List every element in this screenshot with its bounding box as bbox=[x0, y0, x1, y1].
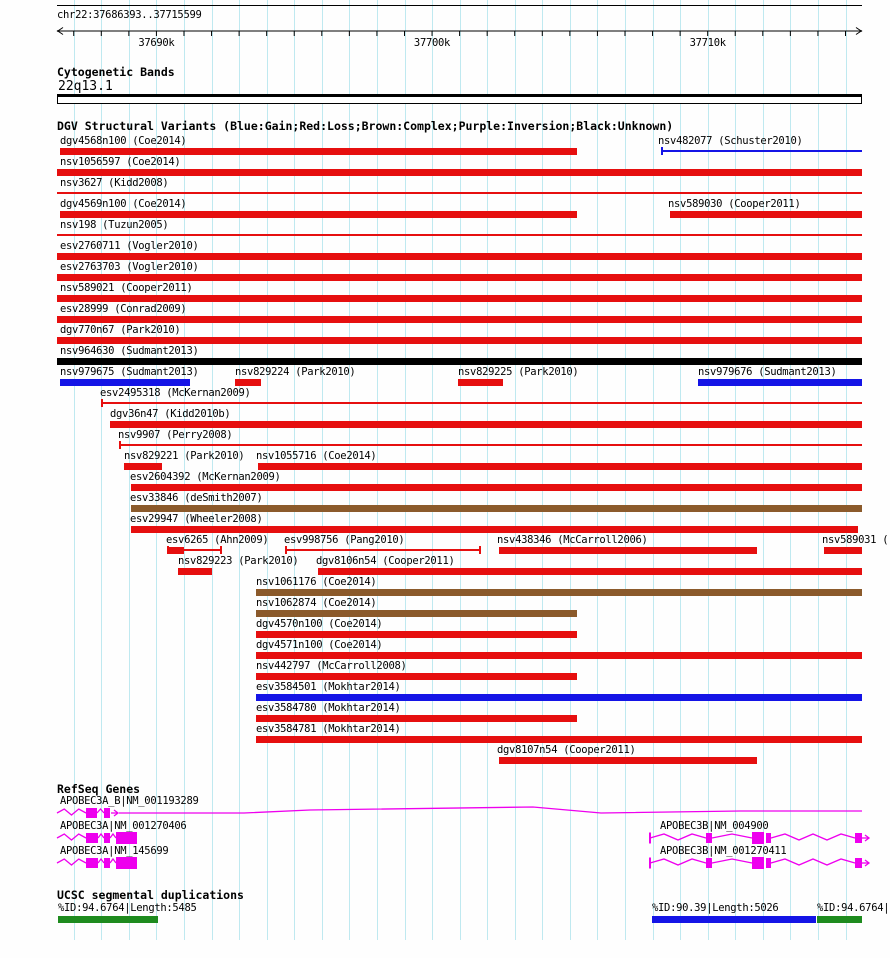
variant-label[interactable]: dgv770n67 (Park2010) bbox=[60, 324, 181, 336]
gene-exon[interactable] bbox=[766, 833, 771, 843]
gridline bbox=[239, 0, 240, 940]
variant-bar[interactable] bbox=[131, 505, 862, 512]
variant-line[interactable] bbox=[119, 444, 862, 446]
variant-label[interactable]: nsv964630 (Sudmant2013) bbox=[60, 345, 199, 357]
variant-label[interactable]: nsv979676 (Sudmant2013) bbox=[698, 366, 837, 378]
gene-exon[interactable] bbox=[706, 858, 712, 868]
variant-bar[interactable] bbox=[57, 358, 862, 365]
variant-label[interactable]: dgv8107n54 (Cooper2011) bbox=[497, 744, 636, 756]
variant-label[interactable]: esv3584781 (Mokhtar2014) bbox=[256, 723, 401, 735]
variant-bar[interactable] bbox=[318, 568, 862, 575]
variant-bar[interactable] bbox=[178, 568, 212, 575]
gene-label[interactable]: APOBEC3B|NM_001270411 bbox=[660, 845, 787, 857]
variant-label[interactable]: dgv4571n100 (Coe2014) bbox=[256, 639, 383, 651]
variant-label[interactable]: nsv1056597 (Coe2014) bbox=[60, 156, 181, 168]
gene-exon[interactable] bbox=[752, 832, 764, 844]
variant-bar[interactable] bbox=[57, 274, 862, 281]
ruler-tick-label: 37700k bbox=[413, 37, 451, 49]
refseq-header: RefSeq Genes bbox=[57, 782, 141, 796]
gene-exon[interactable] bbox=[766, 858, 771, 868]
variant-bar[interactable] bbox=[698, 379, 862, 386]
gene-exon[interactable] bbox=[104, 808, 110, 818]
segdup-bar[interactable] bbox=[58, 916, 158, 923]
variant-bar[interactable] bbox=[57, 169, 862, 176]
variant-label[interactable]: esv33846 (deSmith2007) bbox=[130, 492, 263, 504]
variant-label[interactable]: esv2763703 (Vogler2010) bbox=[60, 261, 199, 273]
variant-bar[interactable] bbox=[256, 589, 862, 596]
variant-bar[interactable] bbox=[131, 484, 862, 491]
segdup-label[interactable]: %ID:90.39|Length:5026 bbox=[652, 902, 779, 914]
variant-bar[interactable] bbox=[256, 715, 577, 722]
variant-label[interactable]: nsv1061176 (Coe2014) bbox=[256, 576, 377, 588]
variant-line[interactable] bbox=[57, 234, 862, 236]
variant-bar[interactable] bbox=[256, 610, 577, 617]
cytoband-header: Cytogenetic Bands bbox=[57, 65, 175, 79]
variant-bar[interactable] bbox=[60, 211, 577, 218]
gene-model[interactable] bbox=[0, 851, 890, 875]
variant-bar[interactable] bbox=[458, 379, 503, 386]
gridline bbox=[846, 0, 847, 940]
gridline bbox=[570, 0, 571, 940]
variant-bar[interactable] bbox=[256, 694, 862, 701]
cytoband-bar[interactable] bbox=[57, 94, 862, 104]
dgv-track-header: DGV Structural Variants (Blue:Gain;Red:Loss;Brown:Complex;Purple:Inversion;Black:Unknown) bbox=[57, 119, 674, 133]
variant-bar[interactable] bbox=[60, 379, 190, 386]
gridline bbox=[818, 0, 819, 940]
cytoband-name[interactable]: 22q13.1 bbox=[58, 79, 113, 94]
segdup-header: UCSC segmental duplications bbox=[57, 888, 244, 902]
gridline bbox=[515, 0, 516, 940]
gene-exon[interactable] bbox=[855, 833, 862, 843]
variant-label[interactable]: esv2604392 (McKernan2009) bbox=[130, 471, 281, 483]
variant-bar[interactable] bbox=[110, 421, 862, 428]
variant-label[interactable]: dgv8106n54 (Cooper2011) bbox=[316, 555, 455, 567]
variant-label[interactable]: nsv979675 (Sudmant2013) bbox=[60, 366, 199, 378]
ruler bbox=[0, 0, 890, 40]
gridline bbox=[322, 0, 323, 940]
variant-label[interactable]: nsv829223 (Park2010) bbox=[178, 555, 299, 567]
region-title: chr22:37686393..37715599 bbox=[57, 9, 202, 21]
variant-end-tick bbox=[220, 546, 222, 554]
variant-line[interactable] bbox=[57, 192, 862, 194]
variant-bar[interactable] bbox=[57, 295, 862, 302]
variant-label[interactable]: esv2760711 (Vogler2010) bbox=[60, 240, 199, 252]
segdup-bar[interactable] bbox=[817, 916, 862, 923]
gridline bbox=[597, 0, 598, 940]
variant-label[interactable]: dgv36n47 (Kidd2010b) bbox=[110, 408, 231, 420]
variant-bar[interactable] bbox=[60, 148, 577, 155]
variant-label[interactable]: nsv482077 (Schuster2010) bbox=[658, 135, 803, 147]
variant-bar[interactable] bbox=[57, 253, 862, 260]
variant-bar[interactable] bbox=[256, 631, 577, 638]
variant-end-tick bbox=[479, 546, 481, 554]
gene-label[interactable]: APOBEC3A|NM_145699 bbox=[60, 845, 169, 857]
variant-bar[interactable] bbox=[131, 526, 858, 533]
gridline bbox=[625, 0, 626, 940]
gridline bbox=[542, 0, 543, 940]
gene-exon[interactable] bbox=[86, 808, 97, 818]
variant-bar[interactable] bbox=[256, 673, 577, 680]
ruler-tick-label: 37690k bbox=[138, 37, 175, 49]
variant-bar[interactable] bbox=[256, 652, 862, 659]
variant-label[interactable]: esv29947 (Wheeler2008) bbox=[130, 513, 263, 525]
gene-exon[interactable] bbox=[752, 857, 764, 869]
variant-line[interactable] bbox=[184, 549, 221, 551]
gene-exon[interactable] bbox=[706, 833, 712, 843]
variant-label[interactable]: nsv438346 (McCarroll2006) bbox=[497, 534, 648, 546]
segdup-label[interactable]: %ID:94.6764| bbox=[817, 902, 890, 914]
variant-label[interactable]: esv998756 (Pang2010) bbox=[284, 534, 405, 546]
variant-label[interactable]: nsv1062874 (Coe2014) bbox=[256, 597, 377, 609]
variant-bar[interactable] bbox=[167, 547, 184, 554]
variant-label[interactable]: dgv4570n100 (Coe2014) bbox=[256, 618, 383, 630]
variant-label[interactable]: nsv829221 (Park2010) bbox=[124, 450, 245, 462]
variant-bar[interactable] bbox=[499, 547, 757, 554]
variant-line[interactable] bbox=[101, 402, 862, 404]
variant-label[interactable]: esv2495318 (McKernan2009) bbox=[100, 387, 251, 399]
variant-label[interactable]: nsv589021 (Cooper2011) bbox=[60, 282, 193, 294]
variant-label[interactable]: dgv4569n100 (Coe2014) bbox=[60, 198, 187, 210]
variant-bar[interactable] bbox=[57, 337, 862, 344]
gridline bbox=[294, 0, 295, 940]
gridline bbox=[349, 0, 350, 940]
variant-label[interactable]: nsv198 (Tuzun2005) bbox=[60, 219, 169, 231]
variant-bar[interactable] bbox=[258, 463, 862, 470]
variant-bar[interactable] bbox=[824, 547, 862, 554]
ruler-tick-label: 37710k bbox=[689, 37, 726, 49]
variant-label[interactable]: nsv442797 (McCarroll2008) bbox=[256, 660, 407, 672]
variant-line[interactable] bbox=[661, 150, 862, 152]
variant-bar[interactable] bbox=[57, 316, 862, 323]
gridline bbox=[377, 0, 378, 940]
variant-label[interactable]: dgv4568n100 (Coe2014) bbox=[60, 135, 187, 147]
segdup-bar[interactable] bbox=[652, 916, 816, 923]
variant-label[interactable]: esv3584501 (Mokhtar2014) bbox=[256, 681, 401, 693]
variant-label[interactable]: nsv3627 (Kidd2008) bbox=[60, 177, 169, 189]
gene-label[interactable]: APOBEC3A_B|NM_001193289 bbox=[60, 795, 199, 807]
gridline bbox=[487, 0, 488, 940]
variant-bar[interactable] bbox=[235, 379, 261, 386]
variant-label[interactable]: nsv829225 (Park2010) bbox=[458, 366, 579, 378]
variant-label[interactable]: esv28999 (Conrad2009) bbox=[60, 303, 187, 315]
gridline bbox=[460, 0, 461, 940]
variant-label[interactable]: nsv829224 (Park2010) bbox=[235, 366, 356, 378]
variant-bar[interactable] bbox=[670, 211, 862, 218]
variant-bar[interactable] bbox=[124, 463, 162, 470]
gridline bbox=[432, 0, 433, 940]
gridline bbox=[405, 0, 406, 940]
variant-label[interactable]: nsv589030 (Cooper2011) bbox=[668, 198, 801, 210]
variant-bar[interactable] bbox=[256, 736, 862, 743]
gene-label[interactable]: APOBEC3B|NM_004900 bbox=[660, 820, 769, 832]
segdup-label[interactable]: %ID:94.6764|Length:5485 bbox=[58, 902, 197, 914]
gene-label[interactable]: APOBEC3A|NM_001270406 bbox=[60, 820, 187, 832]
variant-line[interactable] bbox=[285, 549, 480, 551]
variant-label[interactable]: nsv589031 ( bbox=[822, 534, 889, 546]
gridline bbox=[267, 0, 268, 940]
gene-exon[interactable] bbox=[855, 858, 862, 868]
variant-bar[interactable] bbox=[499, 757, 757, 764]
variant-label[interactable]: esv3584780 (Mokhtar2014) bbox=[256, 702, 401, 714]
variant-label[interactable]: nsv9907 (Perry2008) bbox=[118, 429, 233, 441]
gridline bbox=[212, 0, 213, 940]
variant-label[interactable]: nsv1055716 (Coe2014) bbox=[256, 450, 377, 462]
gridline bbox=[653, 0, 654, 940]
variant-label[interactable]: esv6265 (Ahn2009) bbox=[166, 534, 269, 546]
